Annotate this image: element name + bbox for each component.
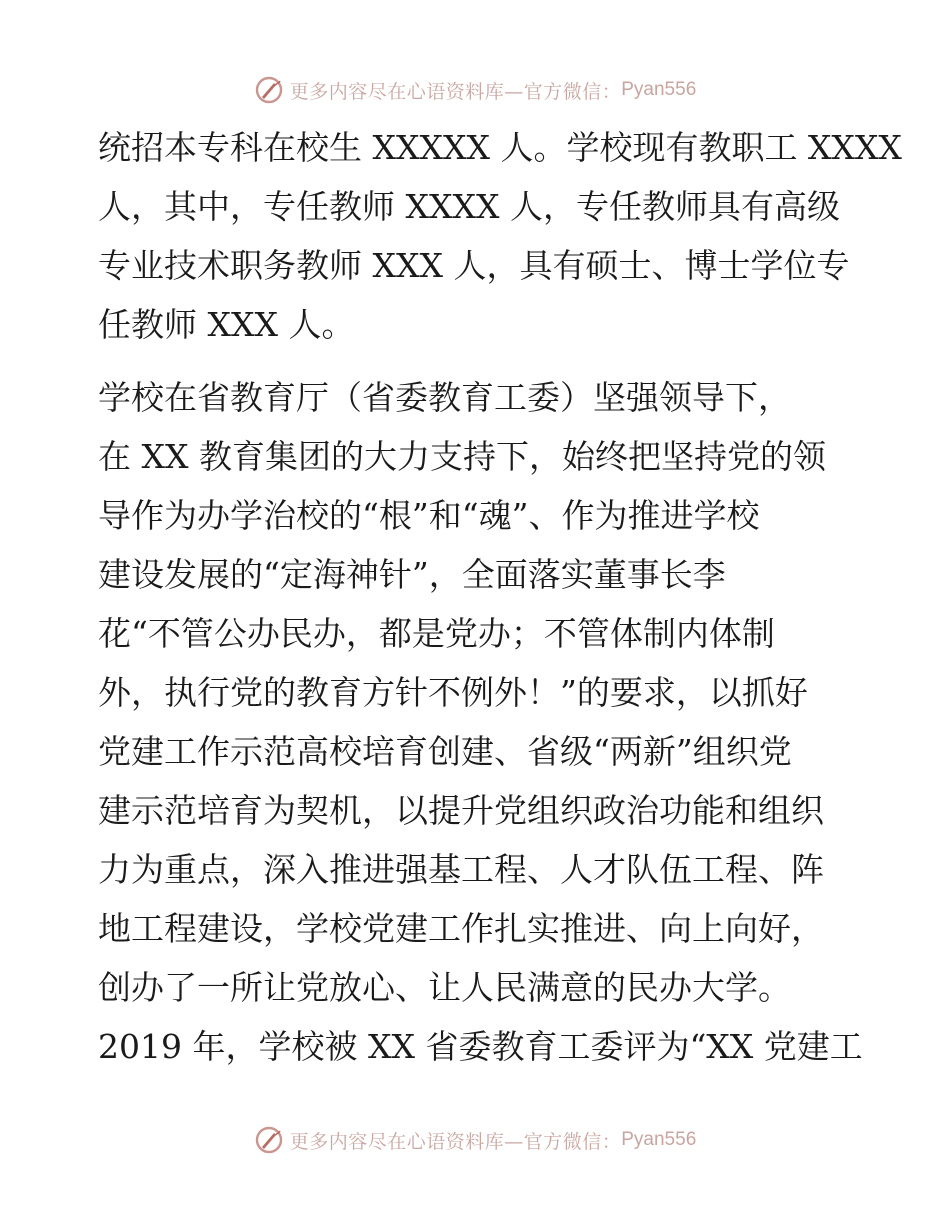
text-line: 力为重点，深入推进强基工程、人才队伍工程、阵 [98,850,824,889]
paragraph [98,118,902,354]
text-line: 外，执行党的教育方针不例外！”的要求，以抓好 [98,673,808,712]
quill-logo-icon [254,1125,284,1155]
text-line: 导作为办学治校的“根”和“魂”、作为推进学校 [98,496,760,535]
text-line: 统招本专科在校生 XXXXX 人。学校现有教职工 XXXX [98,128,902,167]
quill-logo-icon [254,75,284,105]
watermark-text: 更多内容尽在心语资料库—官方微信： [289,1130,622,1153]
watermark-contact: Pyan556 [621,79,697,100]
header-watermark [0,72,950,108]
text-line: 人，其中，专任教师 XXXX 人，专任教师具有高级 [98,187,840,226]
paragraph [98,368,868,1076]
watermark-text: 更多内容尽在心语资料库—官方微信： [289,80,622,103]
text-line: 建示范培育为契机，以提升党组织政治功能和组织 [98,791,824,830]
text-line: 地工程建设，学校党建工作扎实推进、向上向好， [98,909,824,948]
text-line: 在 XX 教育集团的大力支持下，始终把坚持党的领 [98,437,826,476]
document-body [98,118,902,1076]
footer-watermark [0,1122,950,1158]
text-line: 花“不管公办民办，都是党办；不管体制内体制 [98,614,775,653]
text-line: 专业技术职务教师 XXX 人，具有硕士、博士学位专 [98,246,850,285]
watermark-contact: Pyan556 [621,1129,697,1150]
text-line: 创办了一所让党放心、让人民满意的民办大学。 [98,968,791,1007]
text-line: 任教师 XXX 人。 [98,305,355,344]
text-line: 学校在省教育厅（省委教育工委）坚强领导下， [98,378,791,417]
text-line: 党建工作示范高校培育创建、省级“两新”组织党 [98,732,792,771]
text-line: 2019 年，学校被 XX 省委教育工委评为“XX 党建工 [98,1027,863,1066]
text-line: 建设发展的“定海神针”，全面落实董事长李 [98,555,726,594]
